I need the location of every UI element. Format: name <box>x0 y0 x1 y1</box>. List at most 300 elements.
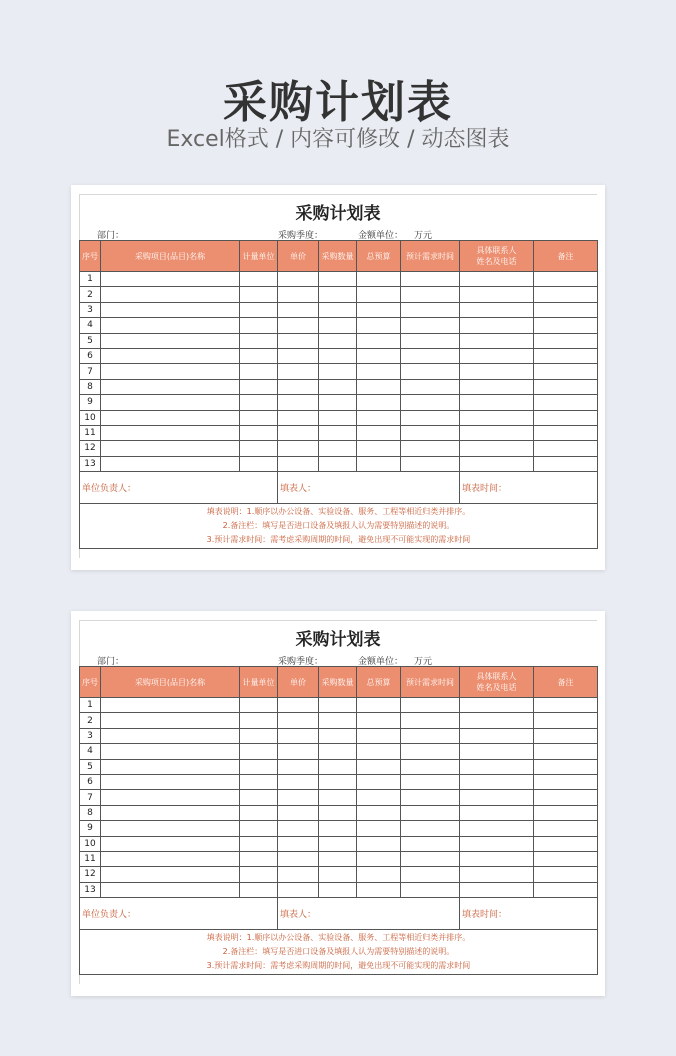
table-row <box>80 425 598 440</box>
sig-head: 单位负责人： <box>80 898 278 930</box>
col-header: 备注 <box>534 241 598 272</box>
table-row <box>80 744 598 759</box>
data-cell[interactable] <box>460 364 534 379</box>
note-line: 3.预计需求时间：需考虑采购周期的时间，避免出现不可能实现的需求时间 <box>206 535 471 545</box>
col-header-contact: 具体联系人 姓名及电话 <box>460 241 534 272</box>
data-cell[interactable] <box>278 348 319 363</box>
data-cell[interactable] <box>101 882 240 897</box>
data-cell[interactable] <box>357 302 401 317</box>
data-cell[interactable] <box>460 410 534 425</box>
plan-table <box>79 240 598 549</box>
data-cell[interactable] <box>534 302 598 317</box>
notes-cell <box>80 504 598 549</box>
data-cell[interactable] <box>319 364 357 379</box>
data-cell[interactable] <box>278 698 319 713</box>
data-cell[interactable] <box>534 698 598 713</box>
data-cell[interactable] <box>534 821 598 836</box>
data-cell[interactable] <box>460 456 534 471</box>
doc-title: 采购计划表 <box>295 630 381 650</box>
meta-unit: 金额单位： <box>358 231 404 241</box>
data-cell[interactable] <box>101 395 240 410</box>
data-cell[interactable] <box>101 318 240 333</box>
table-row <box>80 379 598 394</box>
data-cell[interactable] <box>401 364 460 379</box>
data-cell[interactable] <box>319 851 357 866</box>
data-cell[interactable] <box>357 759 401 774</box>
data-cell[interactable] <box>401 302 460 317</box>
col-header: 采购项目(品目)名称 <box>101 667 240 698</box>
data-cell[interactable] <box>319 744 357 759</box>
data-cell[interactable] <box>401 425 460 440</box>
data-cell[interactable] <box>278 790 319 805</box>
data-cell[interactable] <box>534 364 598 379</box>
meta-currency: 万元 <box>414 231 433 241</box>
data-cell[interactable] <box>460 333 534 348</box>
data-cell[interactable] <box>401 867 460 882</box>
col-header: 采购数量 <box>319 241 357 272</box>
data-cell[interactable] <box>240 836 278 851</box>
data-cell[interactable] <box>101 348 240 363</box>
data-cell[interactable] <box>401 456 460 471</box>
data-cell[interactable] <box>534 379 598 394</box>
data-cell[interactable] <box>357 287 401 302</box>
row-number: 2 <box>80 287 101 302</box>
data-cell[interactable] <box>240 302 278 317</box>
row-number: 1 <box>80 272 101 287</box>
data-cell[interactable] <box>401 333 460 348</box>
data-cell[interactable] <box>401 805 460 820</box>
data-cell[interactable] <box>357 728 401 743</box>
data-cell[interactable] <box>357 774 401 789</box>
data-cell[interactable] <box>357 821 401 836</box>
row-number: 6 <box>80 348 101 363</box>
data-cell[interactable] <box>401 318 460 333</box>
data-cell[interactable] <box>319 318 357 333</box>
data-cell[interactable] <box>401 759 460 774</box>
data-cell[interactable] <box>240 441 278 456</box>
data-cell[interactable] <box>460 348 534 363</box>
data-cell[interactable] <box>319 728 357 743</box>
data-cell[interactable] <box>319 836 357 851</box>
sig-filler: 填表人： <box>278 898 460 930</box>
data-cell[interactable] <box>534 348 598 363</box>
data-cell[interactable] <box>401 272 460 287</box>
data-cell[interactable] <box>240 287 278 302</box>
data-cell[interactable] <box>101 379 240 394</box>
data-cell[interactable] <box>319 805 357 820</box>
data-cell[interactable] <box>401 790 460 805</box>
table-row <box>80 728 598 743</box>
data-cell[interactable] <box>101 851 240 866</box>
table-row <box>80 790 598 805</box>
data-cell[interactable] <box>278 318 319 333</box>
row-number: 7 <box>80 364 101 379</box>
data-cell[interactable] <box>534 456 598 471</box>
col-header: 计量单位 <box>240 241 278 272</box>
col-header: 序号 <box>80 667 101 698</box>
data-cell[interactable] <box>240 713 278 728</box>
data-cell[interactable] <box>101 287 240 302</box>
data-cell[interactable] <box>278 744 319 759</box>
sheet-preview-2 <box>71 611 605 996</box>
data-cell[interactable] <box>319 410 357 425</box>
data-cell[interactable] <box>101 272 240 287</box>
data-cell[interactable] <box>534 744 598 759</box>
data-cell[interactable] <box>319 698 357 713</box>
header-row <box>80 667 598 698</box>
data-cell[interactable] <box>357 272 401 287</box>
data-cell[interactable] <box>460 774 534 789</box>
row-number: 3 <box>80 302 101 317</box>
data-cell[interactable] <box>240 318 278 333</box>
data-cell[interactable] <box>278 395 319 410</box>
signature-row <box>80 898 598 930</box>
data-cell[interactable] <box>460 851 534 866</box>
row-number: 4 <box>80 318 101 333</box>
row-number: 12 <box>80 867 101 882</box>
data-cell[interactable] <box>319 882 357 897</box>
data-cell[interactable] <box>534 882 598 897</box>
data-cell[interactable] <box>401 821 460 836</box>
data-cell[interactable] <box>240 456 278 471</box>
guide-line-top <box>79 194 597 195</box>
data-cell[interactable] <box>401 728 460 743</box>
meta-currency: 万元 <box>414 657 433 667</box>
signature-row <box>80 472 598 504</box>
data-cell[interactable] <box>278 759 319 774</box>
data-cell[interactable] <box>101 728 240 743</box>
note-line: 3.预计需求时间：需考虑采购周期的时间，避免出现不可能实现的需求时间 <box>206 961 471 971</box>
data-cell[interactable] <box>534 805 598 820</box>
data-cell[interactable] <box>240 851 278 866</box>
data-cell[interactable] <box>357 364 401 379</box>
data-cell[interactable] <box>278 867 319 882</box>
data-cell[interactable] <box>319 441 357 456</box>
data-cell[interactable] <box>101 698 240 713</box>
col-header: 预计需求时间 <box>401 241 460 272</box>
data-cell[interactable] <box>357 425 401 440</box>
data-cell[interactable] <box>534 333 598 348</box>
data-cell[interactable] <box>278 272 319 287</box>
row-number: 12 <box>80 441 101 456</box>
sheet-preview-1 <box>71 185 605 570</box>
data-cell[interactable] <box>319 425 357 440</box>
data-cell[interactable] <box>278 333 319 348</box>
data-cell[interactable] <box>101 302 240 317</box>
data-cell[interactable] <box>101 836 240 851</box>
data-cell[interactable] <box>534 867 598 882</box>
data-cell[interactable] <box>357 713 401 728</box>
data-cell[interactable] <box>278 851 319 866</box>
data-cell[interactable] <box>357 333 401 348</box>
table-row <box>80 836 598 851</box>
header-row <box>80 241 598 272</box>
data-cell[interactable] <box>460 287 534 302</box>
data-cell[interactable] <box>534 272 598 287</box>
data-cell[interactable] <box>401 836 460 851</box>
data-cell[interactable] <box>534 836 598 851</box>
row-number: 3 <box>80 728 101 743</box>
data-cell[interactable] <box>357 410 401 425</box>
hero-subtitle: Excel格式 / 内容可修改 / 动态图表 <box>166 127 510 152</box>
notes-row <box>80 930 598 975</box>
data-cell[interactable] <box>240 744 278 759</box>
row-number: 11 <box>80 425 101 440</box>
table-row <box>80 318 598 333</box>
data-cell[interactable] <box>101 713 240 728</box>
data-cell[interactable] <box>460 318 534 333</box>
data-cell[interactable] <box>278 805 319 820</box>
data-cell[interactable] <box>401 882 460 897</box>
data-cell[interactable] <box>460 728 534 743</box>
data-cell[interactable] <box>319 790 357 805</box>
row-number: 9 <box>80 821 101 836</box>
data-cell[interactable] <box>101 821 240 836</box>
data-cell[interactable] <box>357 867 401 882</box>
col-header: 单价 <box>278 241 319 272</box>
table-row <box>80 867 598 882</box>
meta-department: 部门： <box>97 231 125 241</box>
data-cell[interactable] <box>460 272 534 287</box>
data-cell[interactable] <box>460 441 534 456</box>
data-cell[interactable] <box>278 456 319 471</box>
data-cell[interactable] <box>240 728 278 743</box>
guide-line-top <box>79 620 597 621</box>
data-cell[interactable] <box>357 456 401 471</box>
data-cell[interactable] <box>401 698 460 713</box>
row-number: 10 <box>80 410 101 425</box>
data-cell[interactable] <box>240 882 278 897</box>
hero-title: 采购计划表 <box>223 77 453 128</box>
data-cell[interactable] <box>319 456 357 471</box>
data-cell[interactable] <box>278 713 319 728</box>
data-cell[interactable] <box>319 759 357 774</box>
table-row <box>80 441 598 456</box>
col-header: 总预算 <box>357 241 401 272</box>
data-cell[interactable] <box>278 821 319 836</box>
data-cell[interactable] <box>401 287 460 302</box>
data-cell[interactable] <box>534 410 598 425</box>
row-number: 8 <box>80 379 101 394</box>
data-cell[interactable] <box>240 333 278 348</box>
data-cell[interactable] <box>357 348 401 363</box>
data-cell[interactable] <box>357 395 401 410</box>
data-cell[interactable] <box>401 774 460 789</box>
table-row <box>80 713 598 728</box>
table-row <box>80 333 598 348</box>
table-row <box>80 272 598 287</box>
data-cell[interactable] <box>534 774 598 789</box>
table-row <box>80 410 598 425</box>
data-cell[interactable] <box>278 836 319 851</box>
data-cell[interactable] <box>534 851 598 866</box>
data-cell[interactable] <box>460 882 534 897</box>
data-cell[interactable] <box>460 790 534 805</box>
data-cell[interactable] <box>357 836 401 851</box>
data-cell[interactable] <box>240 395 278 410</box>
data-cell[interactable] <box>278 302 319 317</box>
data-cell[interactable] <box>101 790 240 805</box>
data-cell[interactable] <box>240 774 278 789</box>
col-header: 备注 <box>534 667 598 698</box>
data-cell[interactable] <box>319 821 357 836</box>
data-cell[interactable] <box>401 395 460 410</box>
data-cell[interactable] <box>240 821 278 836</box>
data-cell[interactable] <box>460 836 534 851</box>
data-cell[interactable] <box>319 713 357 728</box>
row-number: 11 <box>80 851 101 866</box>
plan-table <box>79 666 598 975</box>
table-row <box>80 805 598 820</box>
data-cell[interactable] <box>101 759 240 774</box>
data-cell[interactable] <box>278 287 319 302</box>
data-cell[interactable] <box>240 867 278 882</box>
data-cell[interactable] <box>534 287 598 302</box>
meta-unit: 金额单位： <box>358 657 404 667</box>
data-cell[interactable] <box>319 272 357 287</box>
data-cell[interactable] <box>319 302 357 317</box>
data-cell[interactable] <box>319 395 357 410</box>
row-number: 13 <box>80 882 101 897</box>
data-cell[interactable] <box>278 728 319 743</box>
data-cell[interactable] <box>240 698 278 713</box>
data-cell[interactable] <box>278 410 319 425</box>
data-cell[interactable] <box>534 318 598 333</box>
data-cell[interactable] <box>401 410 460 425</box>
data-cell[interactable] <box>357 441 401 456</box>
notes-row <box>80 504 598 549</box>
data-cell[interactable] <box>240 348 278 363</box>
data-cell[interactable] <box>319 333 357 348</box>
col-header: 单价 <box>278 667 319 698</box>
data-cell[interactable] <box>401 348 460 363</box>
sig-filler: 填表人： <box>278 472 460 504</box>
data-cell[interactable] <box>460 759 534 774</box>
data-cell[interactable] <box>460 302 534 317</box>
data-cell[interactable] <box>101 805 240 820</box>
doc-title: 采购计划表 <box>295 204 381 224</box>
row-number: 2 <box>80 713 101 728</box>
data-cell[interactable] <box>278 425 319 440</box>
data-cell[interactable] <box>460 744 534 759</box>
data-cell[interactable] <box>460 821 534 836</box>
data-cell[interactable] <box>240 379 278 394</box>
note-line: 填表说明：1.顺序以办公设备、实验设备、服务、工程等相近归类并排序。 <box>206 933 471 943</box>
row-number: 9 <box>80 395 101 410</box>
table-row <box>80 302 598 317</box>
row-number: 5 <box>80 333 101 348</box>
data-cell[interactable] <box>534 728 598 743</box>
data-cell[interactable] <box>534 395 598 410</box>
data-cell[interactable] <box>319 379 357 394</box>
data-cell[interactable] <box>357 851 401 866</box>
data-cell[interactable] <box>101 425 240 440</box>
meta-season: 采购季度： <box>278 657 324 667</box>
sig-date: 填表时间： <box>460 472 598 504</box>
data-cell[interactable] <box>357 805 401 820</box>
col-header: 预计需求时间 <box>401 667 460 698</box>
data-cell[interactable] <box>101 774 240 789</box>
data-cell[interactable] <box>240 759 278 774</box>
table-row <box>80 456 598 471</box>
data-cell[interactable] <box>401 441 460 456</box>
data-cell[interactable] <box>357 744 401 759</box>
row-number: 8 <box>80 805 101 820</box>
row-number: 13 <box>80 456 101 471</box>
notes-cell <box>80 930 598 975</box>
data-cell[interactable] <box>460 713 534 728</box>
sig-head: 单位负责人： <box>80 472 278 504</box>
data-cell[interactable] <box>240 364 278 379</box>
data-cell[interactable] <box>240 410 278 425</box>
data-cell[interactable] <box>534 759 598 774</box>
data-cell[interactable] <box>101 456 240 471</box>
data-cell[interactable] <box>357 318 401 333</box>
row-number: 4 <box>80 744 101 759</box>
data-cell[interactable] <box>101 333 240 348</box>
data-cell[interactable] <box>401 851 460 866</box>
data-cell[interactable] <box>240 425 278 440</box>
table-row <box>80 698 598 713</box>
data-cell[interactable] <box>460 867 534 882</box>
data-cell[interactable] <box>319 287 357 302</box>
data-cell[interactable] <box>278 882 319 897</box>
data-cell[interactable] <box>101 744 240 759</box>
data-cell[interactable] <box>101 867 240 882</box>
table-row <box>80 882 598 897</box>
data-cell[interactable] <box>460 395 534 410</box>
data-cell[interactable] <box>534 441 598 456</box>
data-cell[interactable] <box>460 805 534 820</box>
table-row <box>80 395 598 410</box>
data-cell[interactable] <box>101 364 240 379</box>
data-cell[interactable] <box>240 272 278 287</box>
data-cell[interactable] <box>460 698 534 713</box>
data-cell[interactable] <box>357 790 401 805</box>
data-cell[interactable] <box>401 744 460 759</box>
data-cell[interactable] <box>357 698 401 713</box>
data-cell[interactable] <box>319 348 357 363</box>
data-cell[interactable] <box>534 425 598 440</box>
data-cell[interactable] <box>319 867 357 882</box>
table-row <box>80 287 598 302</box>
data-cell[interactable] <box>401 379 460 394</box>
data-cell[interactable] <box>319 774 357 789</box>
data-cell[interactable] <box>357 882 401 897</box>
data-cell[interactable] <box>278 774 319 789</box>
data-cell[interactable] <box>101 441 240 456</box>
data-cell[interactable] <box>240 805 278 820</box>
data-cell[interactable] <box>401 713 460 728</box>
data-cell[interactable] <box>278 441 319 456</box>
data-cell[interactable] <box>101 410 240 425</box>
table-row <box>80 851 598 866</box>
note-line: 填表说明：1.顺序以办公设备、实验设备、服务、工程等相近归类并排序。 <box>206 507 471 517</box>
col-header: 采购项目(品目)名称 <box>101 241 240 272</box>
row-number: 10 <box>80 836 101 851</box>
data-cell[interactable] <box>534 790 598 805</box>
row-number: 6 <box>80 774 101 789</box>
table-row <box>80 821 598 836</box>
data-cell[interactable] <box>278 379 319 394</box>
data-cell[interactable] <box>460 379 534 394</box>
data-cell[interactable] <box>534 713 598 728</box>
data-cell[interactable] <box>240 790 278 805</box>
data-cell[interactable] <box>460 425 534 440</box>
data-cell[interactable] <box>357 379 401 394</box>
data-cell[interactable] <box>278 364 319 379</box>
note-line: 2.备注栏：填写是否进口设备及填报人认为需要特别描述的说明。 <box>222 947 455 957</box>
